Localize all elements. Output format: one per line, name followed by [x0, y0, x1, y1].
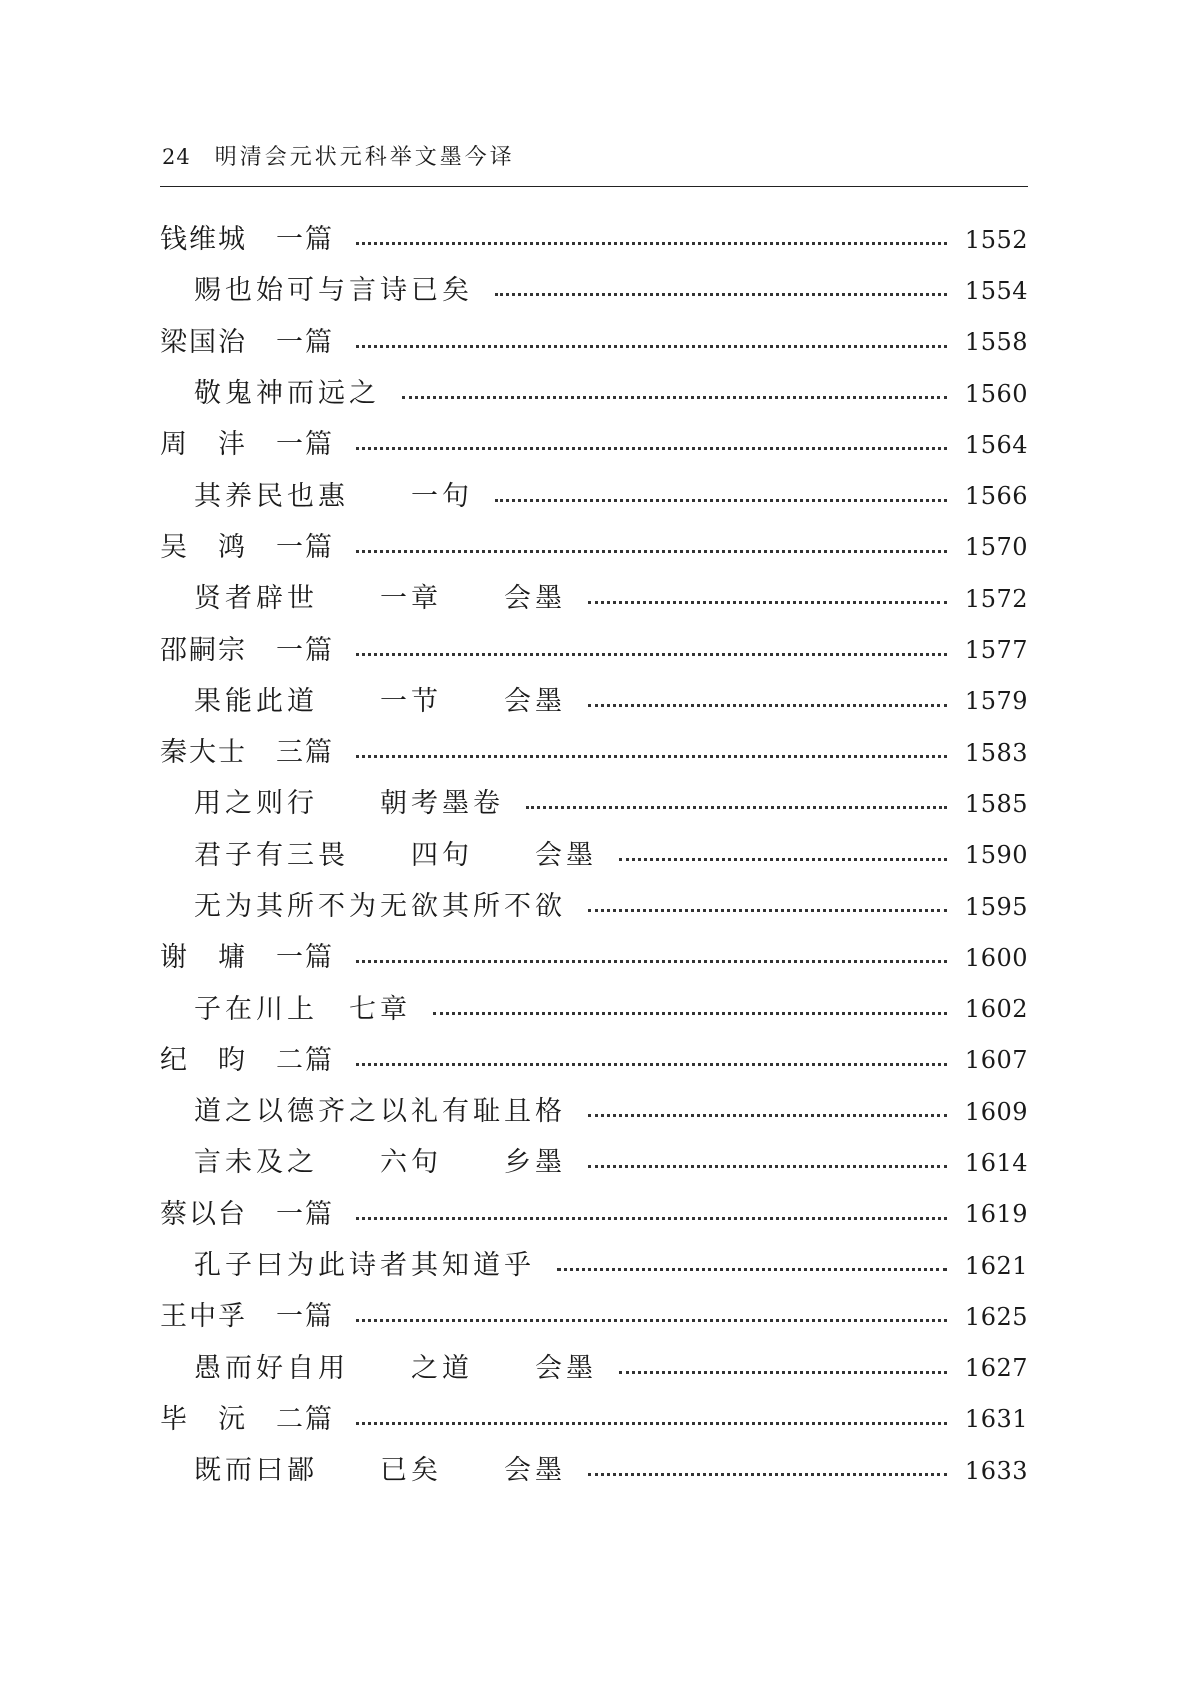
dot-leader [588, 704, 947, 707]
header-rule [160, 186, 1028, 187]
toc-page-number: 1607 [964, 1046, 1028, 1075]
dot-leader [356, 1217, 947, 1220]
toc-page-number: 1577 [964, 636, 1028, 665]
toc-page-number: 1625 [964, 1302, 1028, 1331]
toc-author-entry[interactable] [160, 727, 1028, 778]
toc-author-entry[interactable] [160, 624, 1028, 675]
toc-entry-title: 子在川上 七章 [194, 993, 411, 1025]
table-of-contents [160, 214, 1028, 1496]
toc-essay-entry[interactable] [160, 470, 1028, 521]
dot-leader [356, 447, 947, 450]
toc-entry-title: 谢 墉 一篇 [160, 942, 334, 974]
toc-entry-title: 纪 昀 二篇 [160, 1044, 334, 1076]
toc-entry-title: 果能此道 一节 会墨 [194, 685, 566, 717]
dot-leader [495, 499, 947, 502]
dot-leader [495, 293, 947, 296]
toc-author-entry[interactable] [160, 214, 1028, 265]
dot-leader [356, 550, 947, 553]
toc-page-number: 1552 [964, 225, 1028, 254]
toc-page-number: 1570 [964, 533, 1028, 562]
toc-entry-title: 毕 沅 二篇 [160, 1403, 334, 1435]
toc-entry-title: 用之则行 朝考墨卷 [194, 788, 504, 820]
dot-leader [619, 1371, 947, 1374]
toc-essay-entry[interactable] [160, 1137, 1028, 1188]
toc-page-number: 1560 [964, 379, 1028, 408]
toc-entry-title: 其养民也惠 一句 [194, 480, 473, 512]
toc-entry-title: 王中孚 一篇 [160, 1301, 334, 1333]
toc-author-entry[interactable] [160, 522, 1028, 573]
dot-leader [433, 1012, 947, 1015]
toc-entry-title: 既而曰鄙 已矣 会墨 [194, 1455, 566, 1487]
dot-leader [402, 396, 947, 399]
toc-essay-entry[interactable] [160, 881, 1028, 932]
dot-leader [356, 755, 947, 758]
toc-page-number: 1621 [964, 1251, 1028, 1280]
toc-entry-title: 吴 鸿 一篇 [160, 531, 334, 563]
toc-essay-entry[interactable] [160, 676, 1028, 727]
dot-leader [526, 806, 947, 809]
toc-page-number: 1609 [964, 1097, 1028, 1126]
toc-essay-entry[interactable] [160, 1240, 1028, 1291]
dot-leader [588, 1473, 947, 1476]
toc-page-number: 1633 [964, 1456, 1028, 1485]
dot-leader [588, 1114, 947, 1117]
toc-entry-title: 贤者辟世 一章 会墨 [194, 583, 566, 615]
toc-page-number: 1564 [964, 430, 1028, 459]
dot-leader [557, 1268, 947, 1271]
dot-leader [356, 345, 947, 348]
toc-author-entry[interactable] [160, 1035, 1028, 1086]
toc-essay-entry[interactable] [160, 1343, 1028, 1394]
dot-leader [356, 1319, 947, 1322]
toc-author-entry[interactable] [160, 419, 1028, 470]
dot-leader [356, 242, 947, 245]
toc-entry-title: 钱维城 一篇 [160, 224, 334, 256]
toc-entry-title: 道之以德齐之以礼有耻且格 [194, 1096, 566, 1128]
toc-entry-title: 敬鬼神而远之 [194, 378, 380, 410]
dot-leader [356, 1063, 947, 1066]
toc-entry-title: 周 沣 一篇 [160, 429, 334, 461]
toc-entry-title: 梁国治 一篇 [160, 326, 334, 358]
toc-essay-entry[interactable] [160, 1445, 1028, 1496]
toc-page-number: 1590 [964, 841, 1028, 870]
dot-leader [588, 909, 947, 912]
toc-page-number: 1572 [964, 584, 1028, 613]
toc-essay-entry[interactable] [160, 265, 1028, 316]
toc-entry-title: 蔡以台 一篇 [160, 1198, 334, 1230]
toc-page-number: 1579 [964, 687, 1028, 716]
toc-page-number: 1595 [964, 892, 1028, 921]
dot-leader [356, 960, 947, 963]
toc-author-entry[interactable] [160, 932, 1028, 983]
toc-entry-title: 言未及之 六句 乡墨 [194, 1147, 566, 1179]
toc-entry-title: 邵嗣宗 一篇 [160, 634, 334, 666]
toc-essay-entry[interactable] [160, 983, 1028, 1034]
toc-page-number: 1614 [964, 1148, 1028, 1177]
dot-leader [619, 858, 947, 861]
toc-essay-entry[interactable] [160, 830, 1028, 881]
toc-author-entry[interactable] [160, 317, 1028, 368]
toc-entry-title: 君子有三畏 四句 会墨 [194, 839, 597, 871]
toc-entry-title: 无为其所不为无欲其所不欲 [194, 891, 566, 922]
toc-essay-entry[interactable] [160, 368, 1028, 419]
toc-entry-title: 愚而好自用 之道 会墨 [194, 1352, 597, 1384]
toc-page-number: 1566 [964, 482, 1028, 511]
toc-page-number: 1585 [964, 789, 1028, 818]
dot-leader [588, 1165, 947, 1168]
toc-author-entry[interactable] [160, 1394, 1028, 1445]
toc-page-number: 1602 [964, 995, 1028, 1024]
page-number: 24 [162, 145, 191, 169]
toc-essay-entry[interactable] [160, 573, 1028, 624]
toc-page-number: 1554 [964, 276, 1028, 305]
book-title: 明清会元状元科举文墨今译 [214, 145, 515, 170]
toc-page-number: 1558 [964, 328, 1028, 357]
toc-author-entry[interactable] [160, 1291, 1028, 1342]
toc-page-number: 1631 [964, 1405, 1028, 1434]
toc-entry-title: 赐也始可与言诗已矣 [194, 275, 473, 307]
toc-page-number: 1619 [964, 1200, 1028, 1229]
toc-entry-title: 秦大士 三篇 [160, 737, 334, 769]
toc-page-number: 1583 [964, 738, 1028, 767]
toc-essay-entry[interactable] [160, 1086, 1028, 1137]
toc-entry-title: 孔子曰为此诗者其知道乎 [194, 1250, 535, 1282]
running-header [162, 140, 515, 171]
dot-leader [356, 1422, 947, 1425]
dot-leader [588, 601, 947, 604]
toc-page-number: 1600 [964, 943, 1028, 972]
dot-leader [356, 653, 947, 656]
toc-essay-entry[interactable] [160, 778, 1028, 829]
toc-page-number: 1627 [964, 1354, 1028, 1383]
toc-author-entry[interactable] [160, 1189, 1028, 1240]
